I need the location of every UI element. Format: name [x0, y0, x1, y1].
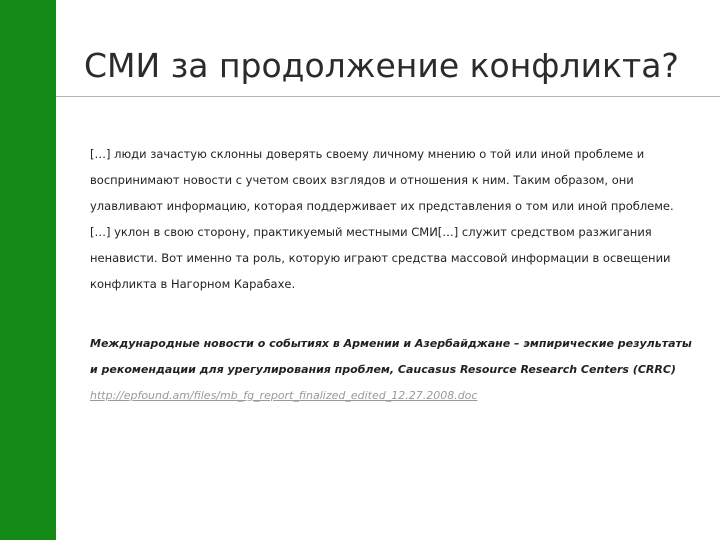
- body-paragraph-1: […] люди зачастую склонны доверять своему личному мнению о той или иной проблеме и воспринимают новости с учетом своих взглядов и отношения к ним. Таким образом, они улавливают информацию, которая поддерживает их представления о том или иной проблеме.: [90, 147, 674, 213]
- slide-body: [90, 141, 690, 297]
- body-paragraph-2: […] уклон в свою сторону, практикуемый местными СМИ[…] служит средством разжигания ненависти. Вот именно та роль, которую играют средства массовой информации в освещении конфликта в Нагорном Карабахе.: [90, 225, 671, 291]
- source-citation: Международные новости о событиях в Армении и Азербайджане – эмпирические результаты и рекомендации для урегулирования проблем, Caucasus Resource Research Centers (CRRC): [90, 337, 692, 376]
- source-block: [90, 331, 700, 409]
- slide-title: СМИ за продолжение конфликта?: [84, 46, 679, 85]
- source-link[interactable]: http://epfound.am/files/mb_fg_report_finalized_edited_12.27.2008.doc: [90, 389, 478, 402]
- title-divider: [56, 96, 720, 97]
- side-accent-bar: [0, 0, 56, 540]
